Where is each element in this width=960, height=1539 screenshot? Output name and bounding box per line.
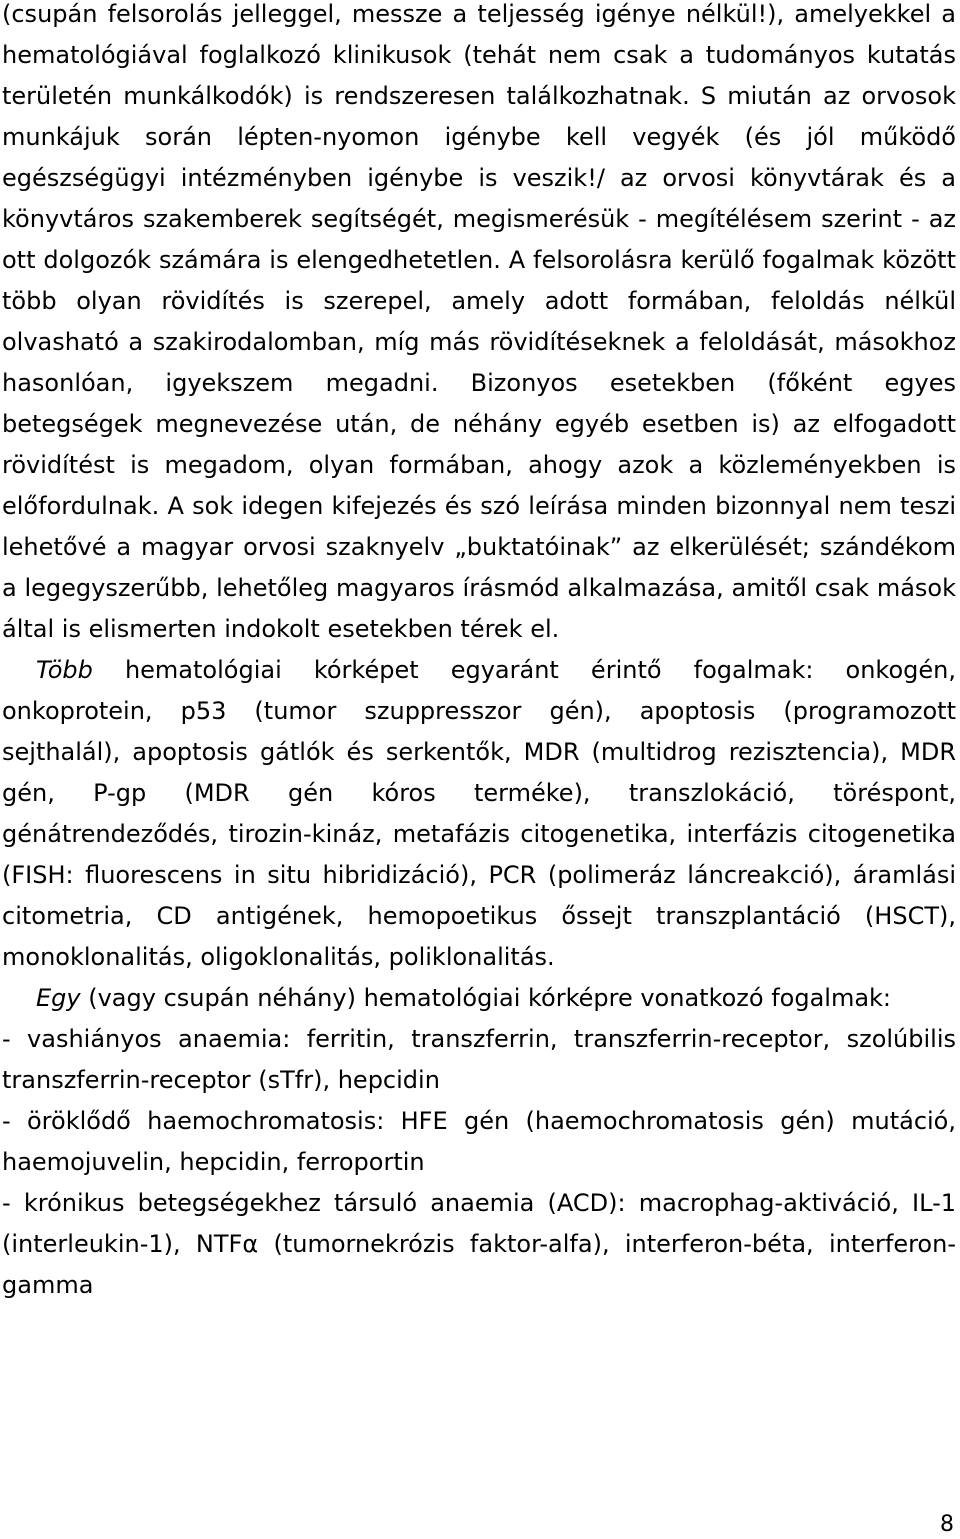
intro-paragraph: (csupán felsorolás jelleggel, messze a teljesség igénye nélkül!), amelyekkel a hematológiával foglalkozó klinikusok (tehát nem csak a tudományos kutatás területén munkálkodók) is rendszeresen találkozhatnak. S miután az orvosok munkájuk során lépten-nyomon igénybe kell vegyék (és jól működő egészségügyi intézményben igénybe is veszik!/ az orvosi könyvtárak és a könyvtáros szakemberek segítségét, megismerésük - megítélésem szerint - az ott dolgozók számára is elengedhetetlen. A felsorolásra kerülő fogalmak között több olyan rövidítés is szerepel, amely adott formában, feloldás nélkül olvasható a szakirodalomban, míg más rövidítéseknek a feloldását, másokhoz hasonlóan, igyekszem megadni. Bizonyos esetekben (főként egyes betegségek megnevezése után, de néhány egyéb esetben is) az elfogadott rövidítést is megadom, olyan formában, ahogy azok a közleményekben is előfordulnak. A sok idegen kifejezés és szó leírása minden bizonnyal nem teszi lehetővé a magyar orvosi szaknyelv „buktatóinak” az elkerülését; szándékom a legegyszerűbb, lehetőleg magyaros írásmód alkalmazása, amitől csak mások által is elismerten indokolt esetekben térek el.: [2, 0, 956, 643]
multi-disease-text: hematológiai kórképet egyaránt érintő fogalmak: onkogén, onkoprotein, p53 (tumor szuppresszor gén), apoptosis (programozott sejthalál), apoptosis gátlók és serkentők, MDR (multidrog rezisztencia), MDR gén, P-gp (MDR gén kóros terméke), transzlokáció, töréspont, génátrendeződés, tirozin-kináz, metafázis citogenetika, interfázis citogenetika (FISH: fluorescens in situ hibridizáció), PCR (polimeráz láncreakció), áramlási citometria, CD antigének, hemopoetikus őssejt transzplantáció (HSCT), monoklonalitás, oligoklonalitás, poliklonalitás.: [2, 656, 956, 971]
multi-lead-word: Több: [36, 656, 93, 684]
multi-disease-paragraph: [2, 650, 956, 978]
page-number: 8: [940, 1512, 954, 1537]
body-text: [2, 0, 956, 1306]
single-lead-word: Egy: [36, 984, 81, 1012]
list-item: - krónikus betegségekhez társuló anaemia (ACD): macrophag-aktiváció, IL-1 (interleukin-1), NTFα (tumornekrózis faktor-alfa), interferon-béta, interferon-gamma: [2, 1189, 956, 1299]
list-item: - vashiányos anaemia: ferritin, transzferrin, transzferrin-receptor, szolúbilis transzferrin-receptor (sTfr), hepcidin: [2, 1025, 956, 1094]
single-disease-text: (vagy csupán néhány) hematológiai kórképre vonatkozó fogalmak:: [80, 984, 892, 1012]
list-item: - öröklődő haemochromatosis: HFE gén (haemochromatosis gén) mutáció, haemojuvelin, hepcidin, ferroportin: [2, 1107, 956, 1176]
single-disease-paragraph: [2, 978, 956, 1019]
